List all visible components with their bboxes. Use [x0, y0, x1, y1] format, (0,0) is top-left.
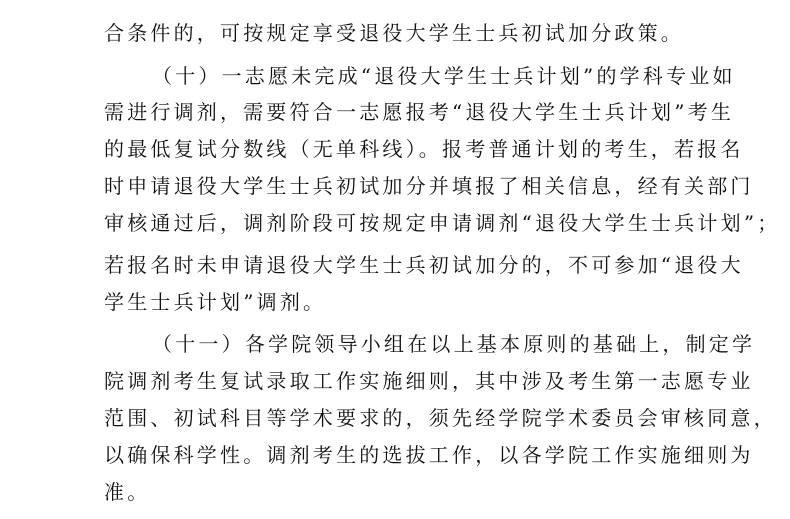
text-line-1: 合条件的，可按规定享受退役大学生士兵初试加分政策。 [104, 21, 684, 45]
text-line-2: （十）一志愿未完成“退役大学生士兵计划”的学科专业如 [152, 64, 736, 88]
text-line-7: 若报名时未申请退役大学生士兵初试加分的，不可参加“退役大 [104, 253, 744, 277]
text-line-11: 范围、初试科目等学术要求的，须先经学院学术委员会审核同意， [104, 406, 777, 430]
text-line-3: 需进行调剂，需要符合一志愿报考“退役大学生士兵计划”考生 [104, 100, 735, 124]
text-line-12: 以确保科学性。调剂考生的选拔工作，以各学院工作实施细则为 [104, 443, 754, 467]
text-line-6: 审核通过后，调剂阶段可按规定申请调剂“退役大学生士兵计划”； [104, 211, 781, 235]
text-line-10: 院调剂考生复试录取工作实施细则，其中涉及考生第一志愿专业 [104, 369, 754, 393]
text-line-4: 的最低复试分数线（无单科线）。报考普通计划的考生，若报名 [104, 137, 744, 161]
text-line-5: 时申请退役大学生士兵初试加分并填报了相关信息，经有关部门 [104, 174, 754, 198]
text-line-9: （十一）各学院领导小组在以上基本原则的基础上，制定学 [152, 332, 756, 356]
text-line-13: 准。 [104, 480, 151, 504]
text-line-8: 学生士兵计划”调剂。 [104, 290, 327, 314]
